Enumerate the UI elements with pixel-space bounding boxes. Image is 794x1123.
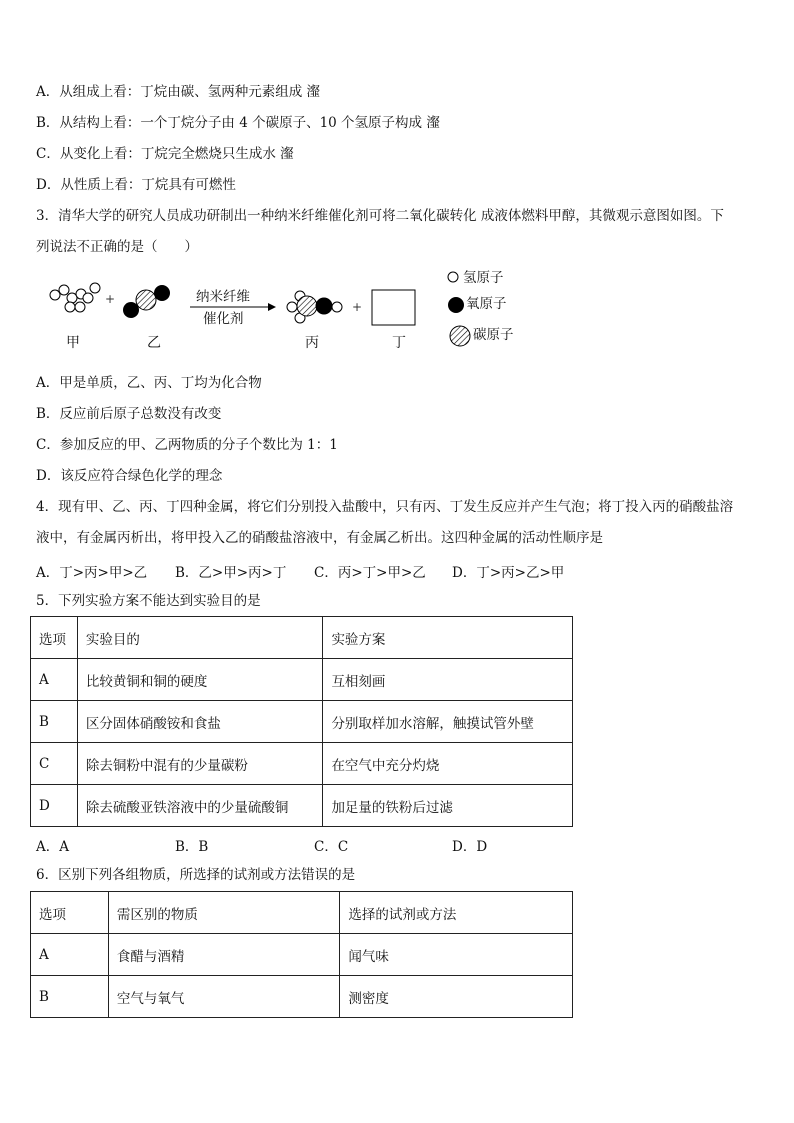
q3-option-c: C．参加反应的甲、乙两物质的分子个数比为 1：1 (36, 437, 338, 453)
header-cell: 需区别的物质 (108, 892, 340, 934)
q5-option-b: B．B (175, 839, 209, 855)
q5-options (36, 835, 556, 853)
q4-options (36, 561, 565, 581)
catalyst-label-bottom: 催化剂 (203, 311, 244, 327)
q6-stem: 6．区别下列各组物质，所选择的试剂或方法错误的是 (36, 867, 356, 883)
q3-option-d: D．该反应符合绿色化学的理念 (36, 468, 223, 484)
q4-option-b: B．乙>甲>丙>丁 (175, 565, 287, 581)
q5-option-a: A．A (36, 839, 69, 855)
q5-stem: 5．下列实验方案不能达到实验目的是 (36, 593, 261, 609)
table-cell: A (31, 934, 109, 976)
table-row (31, 743, 573, 785)
legend (448, 270, 514, 346)
table-cell: 除去铜粉中混有的少量碳粉 (77, 743, 323, 785)
table-cell: 分别取样加水溶解，触摸试管外壁 (323, 701, 573, 743)
carbon-atom-icon (450, 326, 470, 346)
q6-table (30, 891, 573, 1018)
table-cell: 闻气味 (340, 934, 573, 976)
catalyst-label-top: 纳米纤维 (196, 289, 250, 305)
hydrogen-atom-icon (448, 272, 458, 282)
header-cell: 实验目的 (77, 617, 323, 659)
arrow-head (268, 303, 276, 311)
table-cell: 测密度 (340, 976, 573, 1018)
table-row (31, 976, 573, 1018)
q3-option-b: B．反应前后原子总数没有改变 (36, 406, 222, 422)
table-cell: 食醋与酒精 (108, 934, 340, 976)
q4-option-a: A．丁>丙>甲>乙 (36, 565, 148, 581)
table-cell: 互相刻画 (323, 659, 573, 701)
q2-option-b: B．从结构上看：一个丁烷分子由 4 个碳原子、10 个氢原子构成 瀣 (36, 115, 440, 131)
q2-option-a: A．从组成上看：丁烷由碳、氢两种元素组成 瀣 (36, 84, 321, 100)
q4-option-d: D．丁>丙>乙>甲 (452, 565, 565, 581)
table-header-row (31, 892, 573, 934)
label-yi: 乙 (147, 335, 161, 351)
table-cell: 区分固体硝酸铵和食盐 (77, 701, 323, 743)
q2-option-c: C．从变化上看：丁烷完全燃烧只生成水 瀣 (36, 146, 294, 162)
q4-stem-line2: 液中，有金属丙析出，将甲投入乙的硝酸盐溶液中，有金属乙析出。这四种金属的活动性顺序是 (36, 530, 603, 546)
label-bing: 丙 (305, 335, 319, 351)
q5-option-c: C．C (314, 839, 349, 855)
product-bing-molecule (287, 291, 342, 323)
table-cell: A (31, 659, 78, 701)
table-cell: 加足量的铁粉后过滤 (323, 785, 573, 827)
header-cell: 选项 (31, 617, 78, 659)
q5-option-d: D．D (452, 839, 488, 855)
table-cell: B (31, 701, 78, 743)
label-jia: 甲 (66, 335, 80, 351)
product-ding-box (372, 290, 415, 325)
table-cell: 除去硫酸亚铁溶液中的少量硫酸铜 (77, 785, 323, 827)
header-cell: 实验方案 (323, 617, 573, 659)
table-cell: 比较黄铜和铜的硬度 (77, 659, 323, 701)
legend-oxygen: 氧原子 (466, 296, 507, 312)
plus-sign-1: + (105, 292, 116, 306)
legend-hydrogen: 氢原子 (463, 270, 504, 286)
header-cell: 选择的试剂或方法 (340, 892, 573, 934)
table-cell: C (31, 743, 78, 785)
header-cell: 选项 (31, 892, 109, 934)
reaction-diagram (0, 262, 600, 357)
plus-sign-2: + (352, 300, 363, 314)
q4-stem-line1: 4．现有甲、乙、丙、丁四种金属，将它们分别投入盐酸中，只有丙、丁发生反应并产生气泡；将丁投入丙的硝酸盐溶 (36, 499, 734, 515)
legend-carbon: 碳原子 (473, 327, 514, 343)
oxygen-atom-icon (448, 297, 464, 313)
q3-stem-line2: 列说法不正确的是（ ） (36, 239, 198, 255)
q4-option-c: C．丙>丁>甲>乙 (314, 565, 426, 581)
table-row (31, 785, 573, 827)
q5-table (30, 616, 573, 827)
table-row (31, 934, 573, 976)
label-ding: 丁 (392, 335, 406, 351)
q3-stem-line1: 3．清华大学的研究人员成功研制出一种纳米纤维催化剂可将二氧化碳转化 成液体燃料甲醇，其微观示意图如图。下 (36, 208, 724, 224)
q3-option-a: A．甲是单质，乙、丙、丁均为化合物 (36, 375, 262, 391)
q2-option-d: D．从性质上看：丁烷具有可燃性 (36, 177, 236, 193)
table-row (31, 659, 573, 701)
reactant-jia-molecules (50, 283, 100, 312)
table-cell: 在空气中充分灼烧 (323, 743, 573, 785)
table-header-row (31, 617, 573, 659)
reactant-yi-molecule (123, 285, 170, 318)
table-row (31, 701, 573, 743)
table-cell: 空气与氧气 (108, 976, 340, 1018)
table-cell: B (31, 976, 109, 1018)
table-cell: D (31, 785, 78, 827)
